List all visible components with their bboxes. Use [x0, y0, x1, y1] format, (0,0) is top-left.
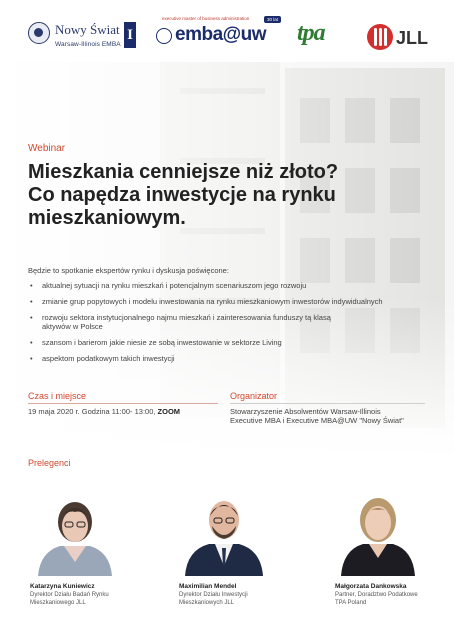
page-title — [28, 161, 428, 230]
tpa-logo: tpa — [297, 20, 325, 46]
topics-list — [28, 281, 438, 370]
emba-uw-logo-tagline: executive master of business administration — [162, 16, 250, 21]
list-item: • aspektom podatkowym takich inwestycji — [28, 354, 438, 363]
list-item: • zmianie grup popytowych i modelu inwestowania na rynku mieszkaniowym inwestorów indywidualnych — [28, 297, 438, 306]
list-item: • rozwoju sektora instytucjonalnego najmu mieszkań i zainteresowania funduszy tą klasą aktywów w Polsce — [28, 313, 358, 331]
speakers-label: Prelegenci — [28, 458, 71, 468]
uw-eagle-seal-icon — [156, 28, 172, 44]
logo-bar — [0, 0, 454, 62]
nowy-swiat-logo — [28, 22, 143, 56]
nowy-swiat-logo-title: Nowy Świat — [55, 22, 120, 37]
event-type-label: Webinar — [28, 143, 66, 154]
event-date-text: 19 maja 2020 r. Godzina 11:00- 13:00, — [28, 407, 158, 416]
title-line: mieszkaniowym. — [28, 207, 186, 229]
illinois-block-i-icon: I — [124, 22, 136, 48]
list-item: • szansom i barierom jakie niesie ze sobą inwestowanie w sektorze Living — [28, 338, 438, 347]
organizer-line: Stowarzyszenie Absolwentów Warsaw-Illinois — [230, 407, 381, 416]
speaker-name: Małgorzata Dankowska — [335, 583, 407, 590]
speaker-name: Maximilian Mendel — [179, 583, 237, 590]
divider — [28, 403, 218, 404]
emba-uw-logo — [156, 16, 281, 56]
speaker-role-line: Partner, Doradztwo Podatkowe — [335, 592, 418, 598]
speaker-role-line: Dyrektor Działu Badań Rynku — [30, 592, 109, 598]
title-line: Co napędza inwestycje na rynku — [28, 184, 336, 206]
event-platform: ZOOM — [157, 407, 181, 416]
organizer-line: Executive MBA i Executive MBA@UW "Nowy Świat" — [230, 416, 404, 425]
organizer-label: Organizator — [230, 391, 278, 401]
event-date — [28, 407, 180, 416]
speaker-photo-kuniewicz — [30, 486, 120, 576]
speaker-role — [335, 592, 418, 607]
speaker-photo-mendel — [179, 486, 269, 576]
speaker-photo-dankowska — [333, 486, 423, 576]
speaker-role-line: Dyrektor Działu Inwestycji — [179, 592, 248, 598]
time-place-label: Czas i miejsce — [28, 391, 87, 401]
intro-text: Będzie to spotkanie ekspertów rynku i dyskusja poświęcone: — [28, 266, 229, 275]
speaker-role — [179, 592, 248, 607]
organizer-name — [230, 407, 404, 425]
list-item: • aktualnej sytuacji na rynku mieszkań i potencjalnym scenariuszom jego rozwoju — [28, 281, 438, 290]
nowy-swiat-logo-subtitle: Warsaw-Illinois EMBA — [55, 41, 121, 48]
emba-uw-anniversary-badge: 30 lat — [264, 16, 281, 23]
jll-mark-icon — [367, 24, 393, 50]
jll-logo-word: JLL — [396, 28, 429, 48]
speaker-name: Katarzyna Kuniewicz — [30, 583, 95, 590]
divider — [230, 403, 425, 404]
speaker-role-line: Mieszkaniowych JLL — [179, 599, 235, 606]
emba-uw-logo-word: emba@uw — [175, 24, 267, 45]
speaker-role-line: Mieszkaniowego JLL — [30, 599, 86, 606]
title-line: Mieszkania cenniejsze niż złoto? — [28, 161, 339, 183]
speaker-role-line: TPA Poland — [335, 599, 367, 606]
university-seal-icon — [28, 22, 50, 44]
speaker-role — [30, 592, 109, 607]
jll-logo — [367, 24, 427, 52]
